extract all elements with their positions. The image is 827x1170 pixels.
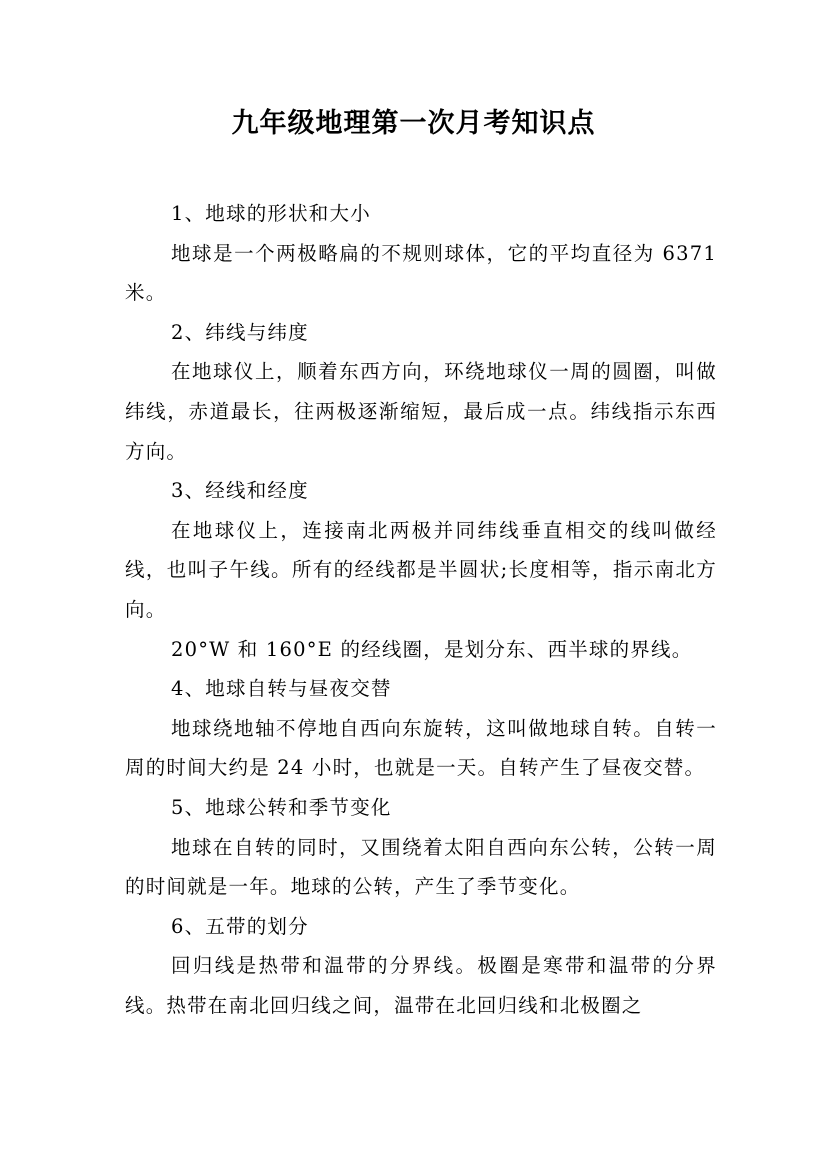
paragraph: 地球是一个两极略扁的不规则球体，它的平均直径为 6371 米。	[125, 241, 717, 305]
document-title: 九年级地理第一次月考知识点	[231, 108, 596, 139]
paragraph: 在地球仪上，连接南北两极并同纬线垂直相交的线叫做经线，也叫子午线。所有的经线都是半圆状;长度相等，指示南北方向。	[125, 518, 717, 621]
section-heading: 4、地球自转与昼夜交替	[171, 677, 392, 701]
section-heading: 6、五带的划分	[171, 914, 309, 938]
section-heading: 1、地球的形状和大小	[171, 202, 371, 225]
section-heading: 3、经线和经度	[171, 479, 309, 503]
section-heading: 2、纬线与纬度	[171, 320, 309, 344]
paragraph: 20°W 和 160°E 的经线圈，是划分东、西半球的界线。	[171, 637, 693, 661]
paragraph: 地球在自转的同时，又围绕着太阳自西向东公转，公转一周的时间就是一年。地球的公转，产生了季节变化。	[125, 835, 717, 899]
section-heading: 5、地球公转和季节变化	[171, 795, 392, 819]
paragraph: 地球绕地轴不停地自西向东旋转，这叫做地球自转。自转一周的时间大约是 24 小时，也就是一天。自转产生了昼夜交替。	[125, 716, 717, 780]
paragraph: 回归线是热带和温带的分界线。极圈是寒带和温带的分界线。热带在南北回归线之间，温带在北回归线和北极圈之	[125, 954, 717, 1017]
document-body	[125, 194, 717, 1025]
paragraph: 在地球仪上，顺着东西方向，环绕地球仪一周的圆圈，叫做纬线，赤道最长，往两极逐渐缩短，最后成一点。纬线指示东西方向。	[125, 360, 717, 463]
